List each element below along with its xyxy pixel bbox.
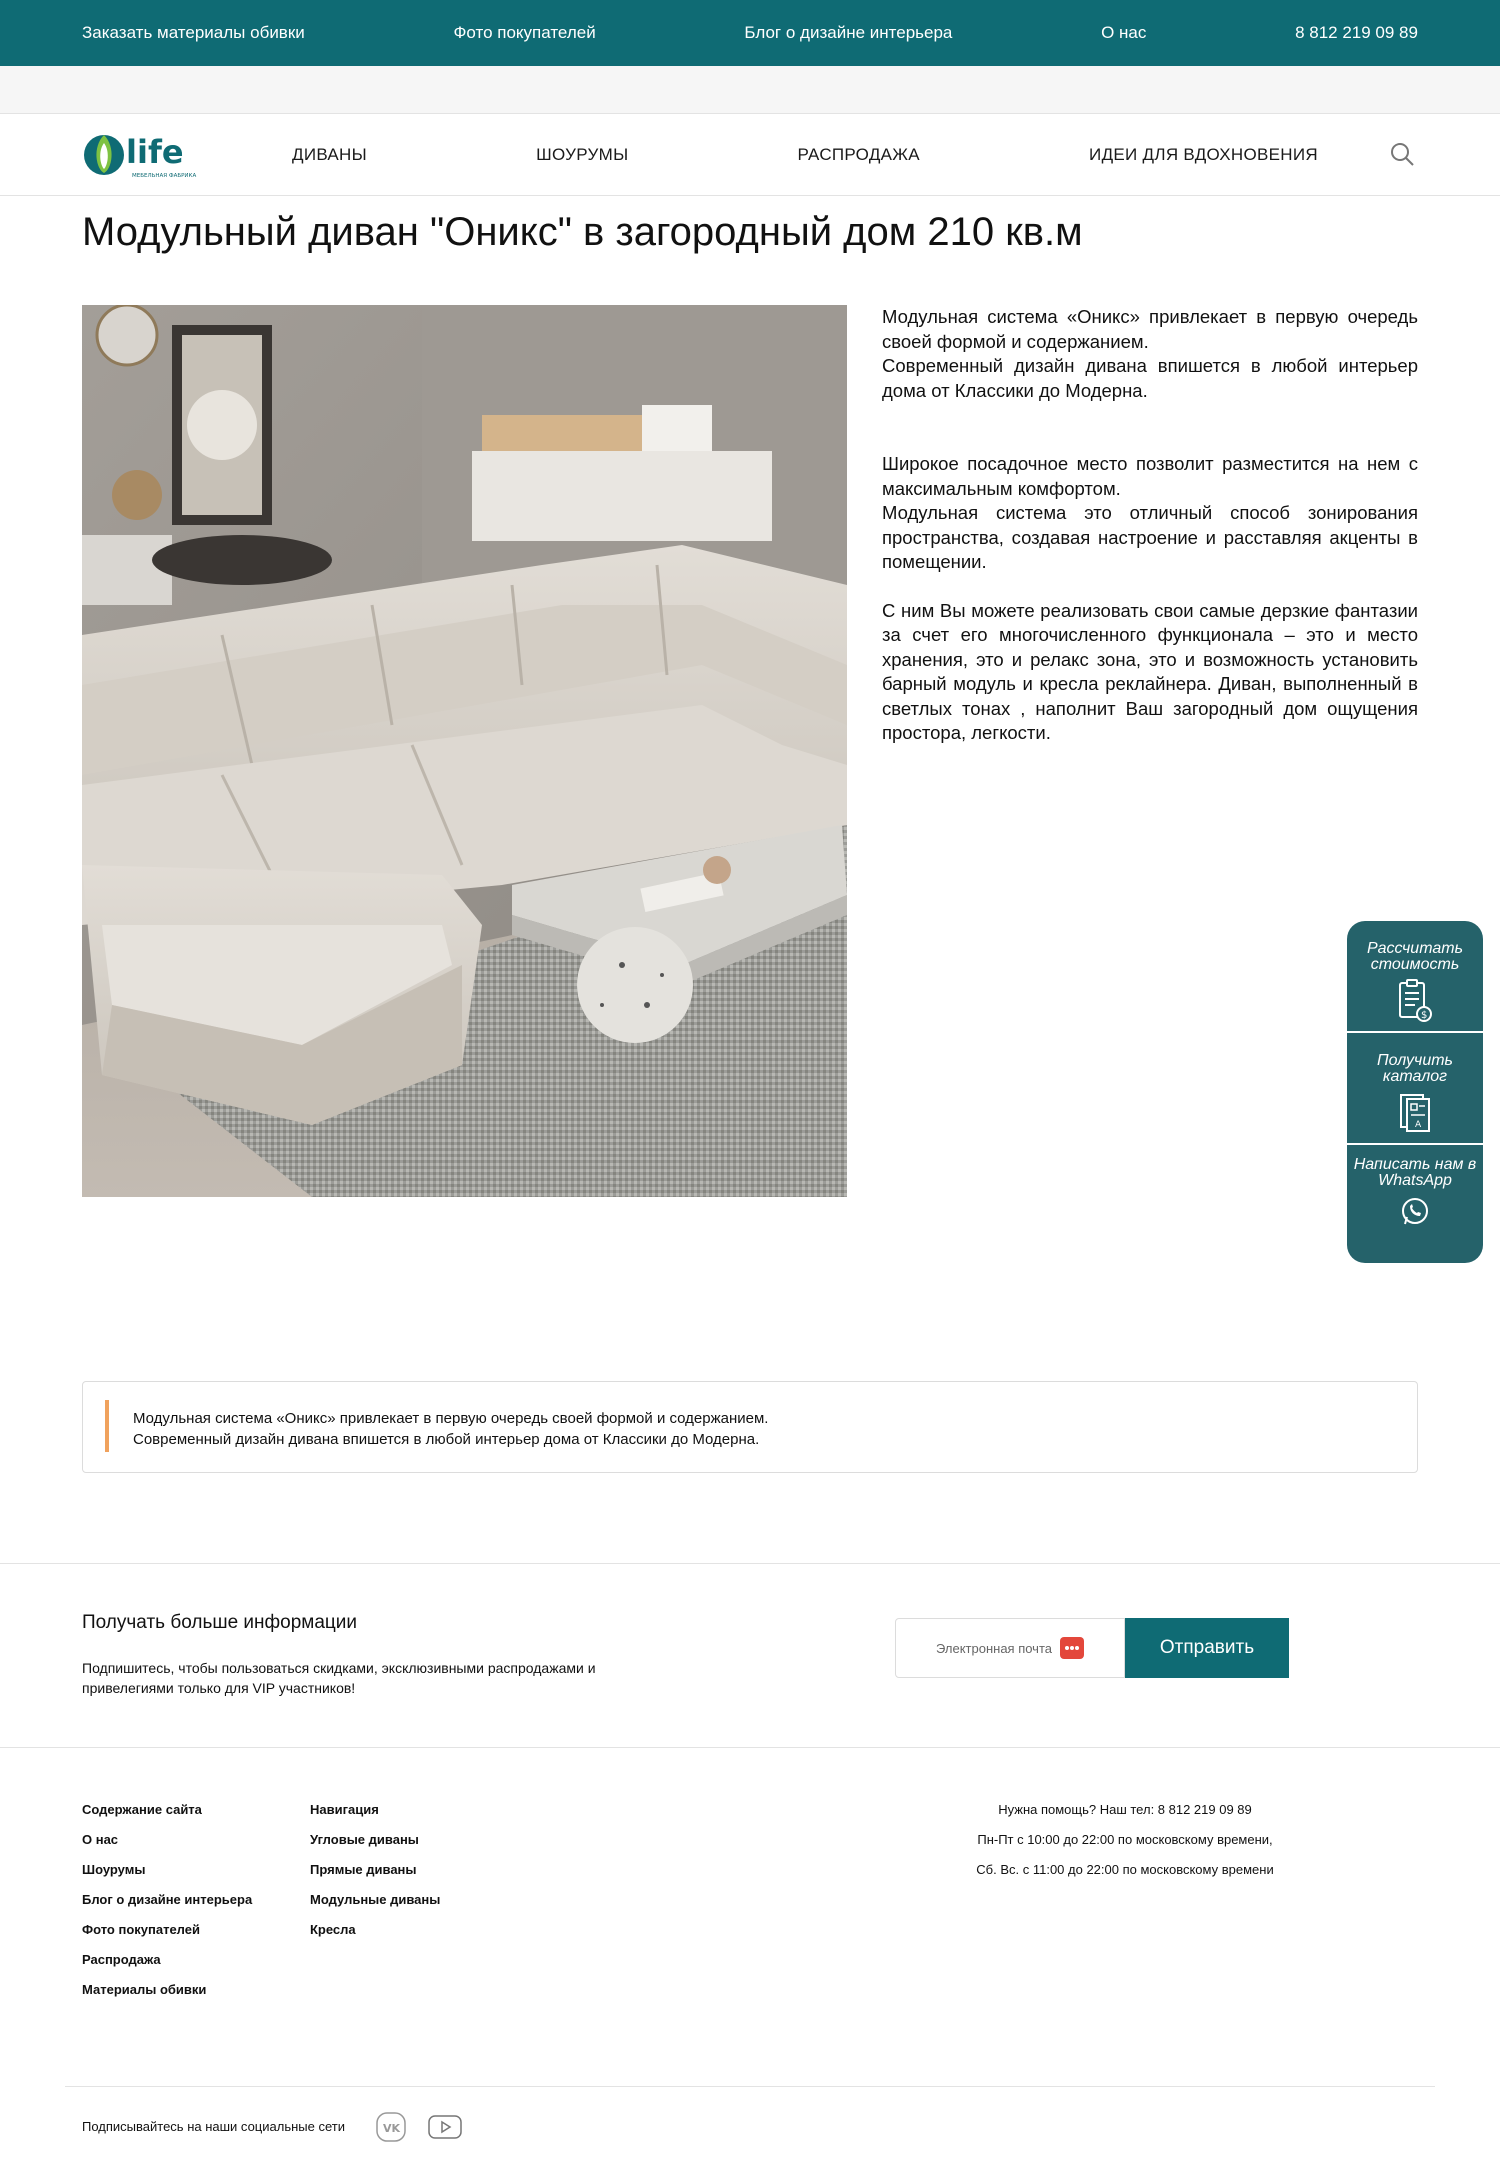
- email-placeholder: Электронная почта: [935, 1640, 1052, 1656]
- logo-icon: [82, 125, 214, 185]
- paragraph-2: Современный дизайн дивана впишется в любой интерьер дома от Классики до Модерна.: [882, 355, 1418, 401]
- footer-link-straight[interactable]: Прямые диваны: [310, 1862, 417, 1877]
- quote-line-2: Современный дизайн дивана впишется в любой интерьер дома от Классики до Модерна.: [133, 1431, 760, 1448]
- svg-text:life: life: [126, 132, 184, 171]
- grey-strip: [0, 66, 1500, 114]
- nav-inspiration[interactable]: ИДЕИ ДЛЯ ВДОХНОВЕНИЯ: [1089, 144, 1318, 164]
- footer-heading-nav: Навигация: [310, 1802, 379, 1817]
- quote-box: [82, 1381, 1418, 1473]
- top-bar: [0, 0, 1500, 66]
- calc-cost-label: Рассчитать стоимость: [1366, 940, 1463, 973]
- footer-link-sale[interactable]: Распродажа: [82, 1952, 161, 1967]
- topbar-link-blog[interactable]: Блог о дизайне интерьера: [744, 23, 953, 42]
- footer: [0, 1748, 1500, 2086]
- get-catalog-button[interactable]: [1347, 1033, 1483, 1145]
- subscribe-form: [895, 1618, 1289, 1678]
- email-input[interactable]: [895, 1618, 1125, 1678]
- clipboard-dollar-icon: [1397, 979, 1433, 1023]
- youtube-icon[interactable]: [427, 2111, 463, 2143]
- logo[interactable]: [82, 125, 222, 185]
- quote-line-1: Модульная система «Оникс» привлекает в первую очередь своей формой и содержанием.: [133, 1410, 769, 1427]
- topbar-link-photos[interactable]: Фото покупателей: [453, 23, 596, 42]
- footer-link-armchairs[interactable]: Кресла: [310, 1922, 356, 1937]
- password-manager-icon[interactable]: [1060, 1637, 1084, 1659]
- nav-showrooms[interactable]: ШОУРУМЫ: [536, 144, 629, 164]
- whatsapp-button[interactable]: [1347, 1145, 1483, 1259]
- subscribe-title: Получать больше информации: [82, 1612, 358, 1633]
- svg-text:$: $: [1421, 1010, 1428, 1021]
- social-bar: [65, 2086, 1435, 2166]
- footer-link-corner[interactable]: Угловые диваны: [310, 1832, 419, 1847]
- footer-link-about[interactable]: О нас: [82, 1832, 119, 1847]
- topbar-link-materials[interactable]: Заказать материалы обивки: [82, 23, 305, 42]
- paragraph-5: С ним Вы можете реализовать свои самые дерзкие фантазии за счет его многочисленного функционала – это и место хранения, это и релакс зона, это и возможность установить барный модуль и кресла реклайнера. Диван, выполненный в светлых тонах , наполнит Ваш загородный дом ощущения простора, легкости.: [882, 599, 1418, 743]
- paragraph-4: Модульная система это отличный способ зонирования пространства, создавая настроение и расставляя акценты в помещении.: [882, 502, 1418, 572]
- catalog-icon: [1397, 1091, 1433, 1135]
- svg-text:VK: VK: [382, 2121, 401, 2135]
- send-button[interactable]: Отправить: [1125, 1618, 1289, 1678]
- sofa-photo: [82, 305, 847, 1197]
- footer-col-nav: [310, 1802, 710, 2086]
- contact-phone: Нужна помощь? Наш тел: 8 812 219 09 89: [998, 1802, 1252, 1817]
- subscribe-text: Подпишитесь, чтобы пользоваться скидками, эксклюзивными распродажами и привелегиями только для VIP участников!: [82, 1660, 596, 1696]
- article-text: [882, 305, 1418, 1197]
- svg-text:МЕБЕЛЬНАЯ ФАБРИКА: МЕБЕЛЬНАЯ ФАБРИКА: [132, 172, 197, 179]
- svg-text:A: A: [1415, 1120, 1422, 1130]
- footer-contact: [950, 1802, 1300, 2086]
- side-widget: [1347, 921, 1483, 1263]
- main-nav: [292, 145, 1318, 165]
- calc-cost-button[interactable]: [1347, 921, 1483, 1033]
- nav-sofas[interactable]: ДИВАНЫ: [292, 144, 367, 164]
- topbar-link-about[interactable]: О нас: [1101, 23, 1147, 42]
- paragraph-1: Модульная система «Оникс» привлекает в первую очередь своей формой и содержанием.: [882, 306, 1418, 352]
- contact-weekdays: Пн-Пт с 10:00 до 22:00 по московскому времени,: [977, 1832, 1273, 1847]
- search-icon: [1388, 140, 1418, 170]
- page-title: Модульный диван "Оникс" в загородный дом 210 кв.м: [82, 210, 1083, 254]
- get-catalog-label: Получить каталог: [1377, 1052, 1453, 1085]
- main-header: [0, 114, 1500, 196]
- footer-link-showrooms[interactable]: Шоурумы: [82, 1862, 146, 1877]
- footer-link-blog[interactable]: Блог о дизайне интерьера: [82, 1892, 253, 1907]
- contact-weekend: Сб. Вс. с 11:00 до 22:00 по московскому времени: [976, 1862, 1274, 1877]
- footer-link-photos[interactable]: Фото покупателей: [82, 1922, 200, 1937]
- footer-link-modular[interactable]: Модульные диваны: [310, 1892, 441, 1907]
- whatsapp-label: Написать нам в WhatsApp: [1353, 1156, 1477, 1189]
- quote-accent-bar: [105, 1400, 109, 1452]
- footer-link-materials[interactable]: Материалы обивки: [82, 1982, 207, 1997]
- search-button[interactable]: [1388, 140, 1418, 170]
- nav-sale[interactable]: РАСПРОДАЖА: [797, 144, 920, 164]
- social-label: Подписывайтесь на наши социальные сети: [82, 2119, 345, 2134]
- paragraph-3: Широкое посадочное место позволит разместится на нем с максимальным комфортом.: [882, 453, 1418, 499]
- footer-heading-content: Содержание сайта: [82, 1802, 202, 1817]
- whatsapp-icon: [1398, 1195, 1432, 1229]
- subscribe-section: [0, 1564, 1500, 1747]
- footer-col-content: [82, 1802, 310, 2086]
- article-content: [82, 305, 1418, 1197]
- vk-icon[interactable]: [375, 2111, 407, 2143]
- topbar-phone[interactable]: 8 812 219 09 89: [1295, 23, 1418, 42]
